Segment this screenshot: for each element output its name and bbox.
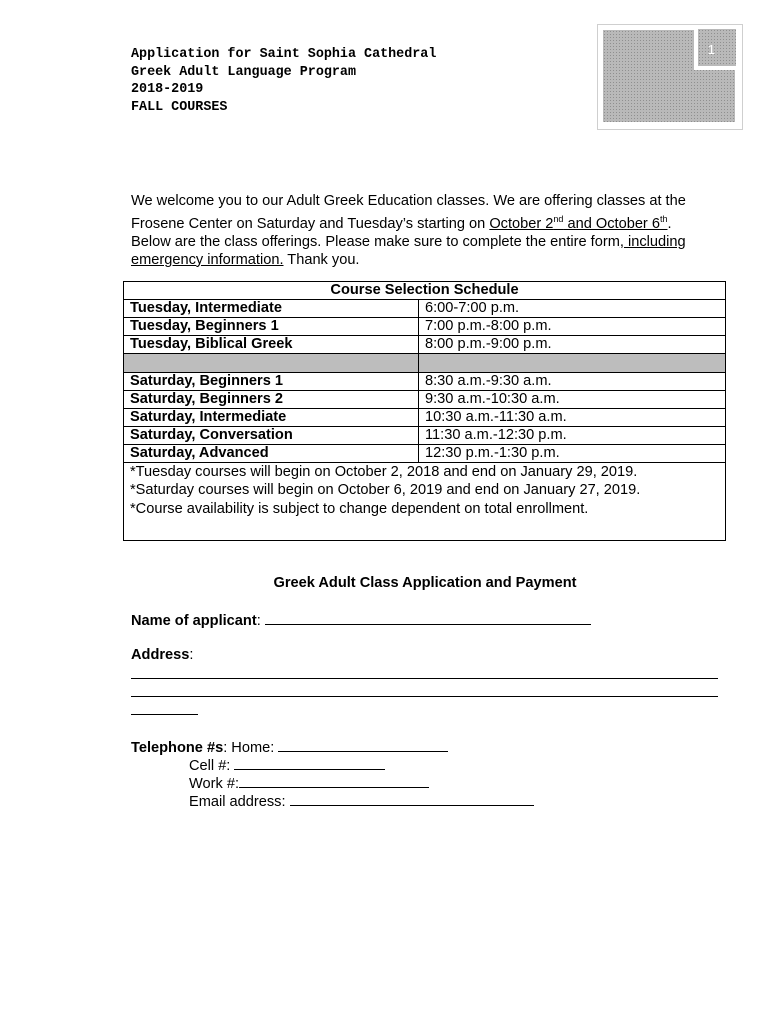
intro-line-3: Below are the class offerings. Please make sure to complete the entire form, including — [131, 233, 686, 250]
table-row — [124, 427, 726, 445]
table-row — [124, 300, 726, 318]
form-title: Greek Adult Class Application and Payment — [273, 575, 577, 591]
telephone-home-row — [131, 737, 448, 757]
name-label: Name of applicant — [131, 613, 257, 629]
intro-line-4: emergency information. Thank you. — [131, 251, 360, 268]
note-tuesday: *Tuesday courses will begin on October 2, 2018 and end on January 29, 2019. — [130, 464, 638, 480]
table-row — [124, 391, 726, 409]
header-title-line: Application for Saint Sophia Cathedral — [131, 47, 437, 62]
address-label: Address — [131, 647, 190, 663]
work-phone-input-line[interactable] — [239, 773, 429, 788]
course-name: Saturday, Beginners 1 — [124, 373, 419, 391]
header-program-line: Greek Adult Language Program — [131, 64, 356, 80]
work-row — [189, 773, 429, 793]
name-field-row: Name of applicant: — [131, 610, 591, 630]
email-input-line[interactable] — [290, 791, 534, 806]
course-name: Saturday, Conversation — [124, 427, 419, 445]
header-term-line: FALL COURSES — [131, 99, 228, 115]
table-row — [124, 445, 726, 463]
email-row — [189, 791, 534, 811]
page-number-tab — [694, 29, 736, 70]
address-line-2[interactable] — [131, 696, 718, 697]
email-label: Email address: — [189, 794, 290, 810]
course-time: 8:00 p.m.-9:00 p.m. — [419, 336, 726, 354]
cell-row — [189, 755, 385, 775]
page-number: 1 — [707, 42, 715, 57]
intro-paragraph — [131, 192, 731, 269]
course-name: Saturday, Intermediate — [124, 409, 419, 427]
address-line-3[interactable] — [131, 714, 198, 715]
document-header — [131, 46, 436, 116]
home-phone-input-line[interactable] — [278, 737, 448, 752]
table-row — [124, 409, 726, 427]
header-year-line: 2018-2019 — [131, 82, 204, 97]
course-name: Tuesday, Intermediate — [124, 300, 419, 318]
table-row — [124, 336, 726, 354]
intro-line-1: We welcome you to our Adult Greek Education classes. We are offering classes at the — [131, 193, 686, 209]
schedule-notes — [124, 463, 726, 541]
table-row — [124, 318, 726, 336]
table-separator-row — [124, 354, 726, 373]
telephone-label: Telephone #s — [131, 740, 224, 756]
schedule-title: Course Selection Schedule — [124, 282, 726, 300]
address-field-row: Address: — [131, 647, 194, 663]
course-name: Saturday, Beginners 2 — [124, 391, 419, 409]
intro-line-2: Frosene Center on Saturday and Tuesday’s starting on October 2nd and October 6th. — [131, 214, 672, 232]
course-time: 12:30 p.m.-1:30 p.m. — [419, 445, 726, 463]
course-time: 9:30 a.m.-10:30 a.m. — [419, 391, 726, 409]
course-time: 7:00 p.m.-8:00 p.m. — [419, 318, 726, 336]
course-name: Tuesday, Biblical Greek — [124, 336, 419, 354]
name-input-line[interactable] — [265, 610, 591, 625]
cell-label: Cell #: — [189, 758, 235, 774]
course-name: Tuesday, Beginners 1 — [124, 318, 419, 336]
work-label: Work #: — [189, 776, 240, 792]
note-availability: *Course availability is subject to change dependent on total enrollment. — [130, 500, 589, 517]
schedule-notes-row — [124, 463, 726, 541]
page-number-box — [597, 24, 743, 130]
address-line-1[interactable] — [131, 678, 718, 679]
course-name: Saturday, Advanced — [124, 445, 419, 463]
course-time: 11:30 a.m.-12:30 p.m. — [419, 427, 726, 445]
course-schedule-table — [123, 281, 726, 541]
home-label: : Home: — [223, 740, 279, 756]
course-time: 10:30 a.m.-11:30 a.m. — [419, 409, 726, 427]
table-row — [124, 373, 726, 391]
course-time: 8:30 a.m.-9:30 a.m. — [419, 373, 726, 391]
note-saturday: *Saturday courses will begin on October 6, 2019 and end on January 27, 2019. — [130, 482, 641, 499]
cell-phone-input-line[interactable] — [234, 755, 385, 770]
page-number-panel — [603, 30, 735, 122]
course-time: 6:00-7:00 p.m. — [419, 300, 726, 318]
